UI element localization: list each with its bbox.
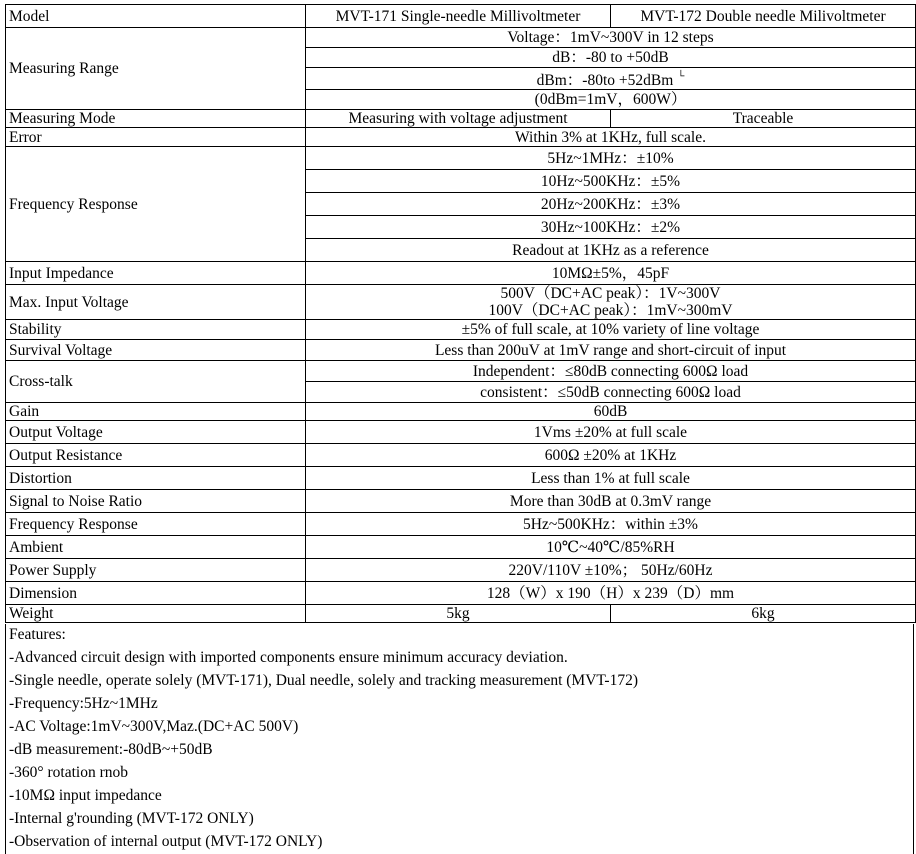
feature-item: -Single needle, operate solely (MVT-171), Dual needle, solely and tracking measurement (MVT-172) — [9, 672, 639, 689]
distortion-label: Distortion — [6, 467, 306, 490]
dimension-label: Dimension — [6, 582, 306, 605]
survival-voltage-value: Less than 200uV at 1mV range and short-circuit of input — [306, 340, 916, 361]
input-impedance-label: Input Impedance — [6, 262, 306, 285]
feature-item: -Frequency:5Hz~1MHz — [9, 695, 158, 712]
gain-value: 60dB — [306, 403, 916, 421]
survival-voltage-label: Survival Voltage — [6, 340, 306, 361]
frequency-response-2-row — [6, 513, 916, 536]
model-mvt171: MVT-171 Single-needle Millivoltmeter — [306, 5, 611, 28]
distortion-value: Less than 1% at full scale — [306, 467, 916, 490]
stability-value: ±5% of full scale, at 10% variety of line voltage — [306, 320, 916, 340]
output-resistance-row — [6, 444, 916, 467]
survival-voltage-row — [6, 340, 916, 361]
model-mvt172: MVT-172 Double needle Milivoltmeter — [611, 5, 916, 28]
measuring-mode-label: Measuring Mode — [6, 110, 306, 128]
frequency-response-value: 30Hz~100KHz：±2% — [306, 216, 916, 239]
frequency-response-2-value: 5Hz~500KHz：within ±3% — [306, 513, 916, 536]
corner-mark-icon: └ — [677, 71, 685, 82]
input-impedance-row — [6, 262, 916, 285]
power-supply-label: Power Supply — [6, 559, 306, 582]
power-supply-value: 220V/110V ±10%； 50Hz/60Hz — [306, 559, 916, 582]
cross-talk-row — [6, 361, 916, 382]
output-voltage-row — [6, 421, 916, 444]
feature-item: -10MΩ input impedance — [9, 787, 162, 804]
dimension-value: 128（W）x 190（H）x 239（D）mm — [306, 582, 916, 605]
measuring-range-label: Measuring Range — [6, 28, 306, 110]
stability-label: Stability — [6, 320, 306, 340]
features-section — [5, 624, 914, 854]
weight-mvt171: 5kg — [306, 605, 611, 623]
cross-talk-label: Cross-talk — [6, 361, 306, 403]
stability-row — [6, 320, 916, 340]
weight-label: Weight — [6, 605, 306, 623]
feature-item: -Internal g'rounding (MVT-172 ONLY) — [9, 810, 254, 827]
ambient-label: Ambient — [6, 536, 306, 559]
measuring-range-dbm: dBm：-80to +52dBm — [536, 72, 674, 90]
error-row — [6, 128, 916, 147]
feature-item: -dB measurement:-80dB~+50dB — [9, 741, 213, 758]
features-title: Features: — [9, 626, 66, 643]
frequency-response-row — [6, 147, 916, 170]
frequency-response-value: 20Hz~200KHz：±3% — [306, 193, 916, 216]
max-input-voltage-value: 100V（DC+AC peak）：1mV~300mV — [306, 302, 916, 320]
output-voltage-label: Output Voltage — [6, 421, 306, 444]
measuring-mode-row — [6, 110, 916, 128]
header-row — [6, 5, 916, 28]
input-impedance-value: 10MΩ±5%，45pF — [306, 262, 916, 285]
ambient-value: 10℃~40℃/85%RH — [306, 536, 916, 559]
feature-item: -Advanced circuit design with imported components ensure minimum accuracy deviation. — [9, 649, 568, 666]
measuring-range-db: dB：-80 to +50dB — [306, 48, 916, 68]
output-resistance-label: Output Resistance — [6, 444, 306, 467]
max-input-voltage-row — [6, 285, 916, 303]
error-value: Within 3% at 1KHz, full scale. — [306, 128, 916, 147]
gain-label: Gain — [6, 403, 306, 421]
frequency-response-value: 5Hz~1MHz：±10% — [306, 147, 916, 170]
cross-talk-value: consistent：≤50dB connecting 600Ω load — [306, 382, 916, 403]
measuring-range-dbm-cell — [306, 68, 916, 90]
measuring-mode-mvt171: Measuring with voltage adjustment — [306, 110, 611, 128]
frequency-response-2-label: Frequency Response — [6, 513, 306, 536]
measuring-range-reference: (0dBm=1mV，600W） — [306, 90, 916, 110]
frequency-response-reference: Readout at 1KHz as a reference — [306, 239, 916, 262]
dimension-row — [6, 582, 916, 605]
snr-row — [6, 490, 916, 513]
frequency-response-label: Frequency Response — [6, 147, 306, 262]
error-label: Error — [6, 128, 306, 147]
measuring-range-voltage: Voltage：1mV~300V in 12 steps — [306, 28, 916, 48]
cross-talk-value: Independent：≤80dB connecting 600Ω load — [306, 361, 916, 382]
feature-item: -360° rotation rnob — [9, 764, 128, 781]
frequency-response-value: 10Hz~500KHz：±5% — [306, 170, 916, 193]
output-resistance-value: 600Ω ±20% at 1KHz — [306, 444, 916, 467]
feature-item: -Observation of internal output (MVT-172 ONLY) — [9, 833, 323, 850]
distortion-row — [6, 467, 916, 490]
max-input-voltage-value: 500V（DC+AC peak）：1V~300V — [306, 285, 916, 303]
weight-mvt172: 6kg — [611, 605, 916, 623]
model-label: Model — [6, 5, 306, 28]
spec-table — [5, 4, 916, 623]
feature-item: -AC Voltage:1mV~300V,Maz.(DC+AC 500V) — [9, 718, 299, 735]
gain-row — [6, 403, 916, 421]
measuring-range-row — [6, 28, 916, 48]
weight-row — [6, 605, 916, 623]
output-voltage-value: 1Vms ±20% at full scale — [306, 421, 916, 444]
snr-value: More than 30dB at 0.3mV range — [306, 490, 916, 513]
power-supply-row — [6, 559, 916, 582]
max-input-voltage-label: Max. Input Voltage — [6, 285, 306, 320]
ambient-row — [6, 536, 916, 559]
snr-label: Signal to Noise Ratio — [6, 490, 306, 513]
measuring-mode-mvt172: Traceable — [611, 110, 916, 128]
